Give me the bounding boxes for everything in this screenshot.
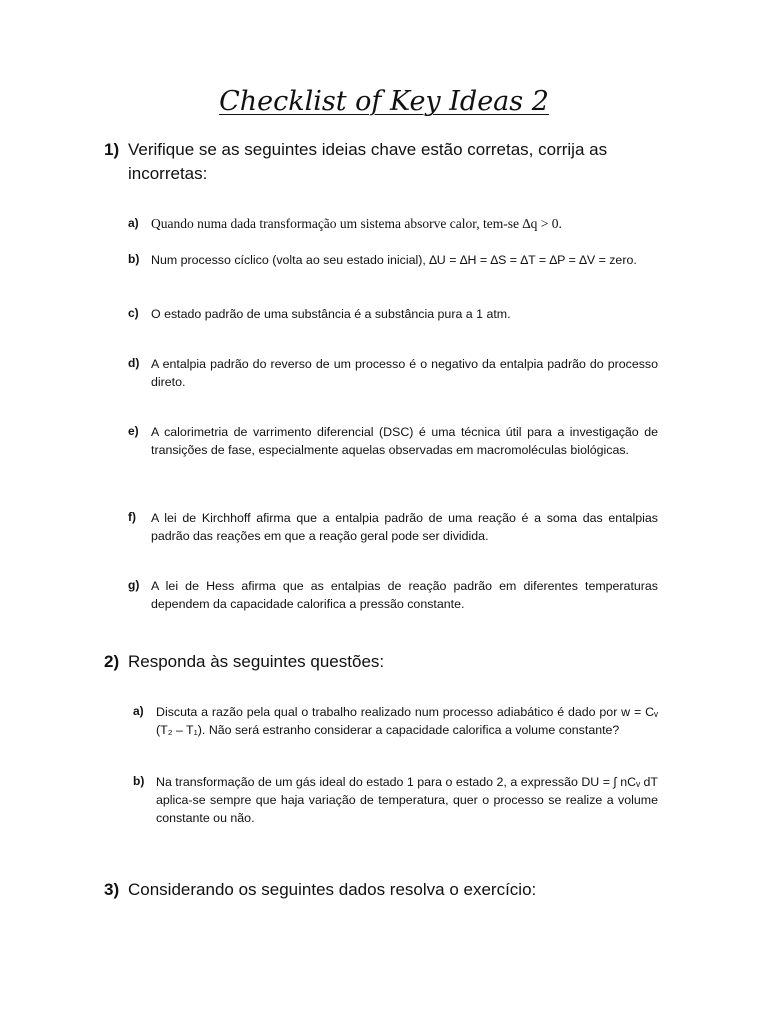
item-label: a) xyxy=(133,704,144,718)
item-label: a) xyxy=(128,216,139,230)
item-label: b) xyxy=(133,774,145,788)
item-label: d) xyxy=(128,356,140,370)
item-text: Discuta a razão pela qual o trabalho realizado num processo adiabático é dado por w = Cᵥ (T₂ – T₁). Não será estranho considerar a capacidade calorifica a volume constante? xyxy=(156,705,658,737)
item-text: Na transformação de um gás ideal do estado 1 para o estado 2, a expressão DU = ∫ nCᵥ dT aplica-se sempre que haja variação de temperatura, quer o processo se realize a volume constante ou não. xyxy=(156,775,658,825)
item-text: Num processo cíclico (volta ao seu estado inicial), ∆U = ∆H = ∆S = ∆T = ∆P = ∆V = zero. xyxy=(151,253,637,267)
section-heading: Verifique se as seguintes ideias chave estão corretas, corrija as incorretas: xyxy=(128,140,608,183)
item-text: A calorimetria de varrimento diferencial (DSC) é uma técnica útil para a investigação de transições de fase, especialmente aquelas observadas em macromoléculas biológicas. xyxy=(151,425,658,457)
section-number: 2) xyxy=(104,652,120,671)
item-label: f) xyxy=(128,510,136,524)
item-text: A entalpia padrão do reverso de um processo é o negativo da entalpia padrão do processo direto. xyxy=(151,357,658,389)
section-number: 3) xyxy=(104,880,120,899)
item-text: A lei de Hess afirma que as entalpias de reação padrão em diferentes temperaturas dependem da capacidade calorifica a pressão constante. xyxy=(151,579,658,611)
item-text: A lei de Kirchhoff afirma que a entalpia padrão de uma reação é a soma das entalpias padrão das reações em que a reação geral pode ser dividida. xyxy=(151,511,658,543)
item-text: O estado padrão de uma substância é a substância pura a 1 atm. xyxy=(151,307,511,321)
item-label: e) xyxy=(128,424,139,438)
item-label: c) xyxy=(128,306,139,320)
section-number: 1) xyxy=(104,140,120,159)
item-label: g) xyxy=(128,578,140,592)
item-label: b) xyxy=(128,252,140,266)
page-title: Checklist of Key Ideas 2 xyxy=(219,86,549,117)
item-text: Quando numa dada transformação um sistema absorve calor, tem-se ∆q > 0. xyxy=(151,216,562,231)
section-heading: Responda às seguintes questões: xyxy=(128,652,385,671)
section-heading: Considerando os seguintes dados resolva o exercício: xyxy=(128,880,537,899)
